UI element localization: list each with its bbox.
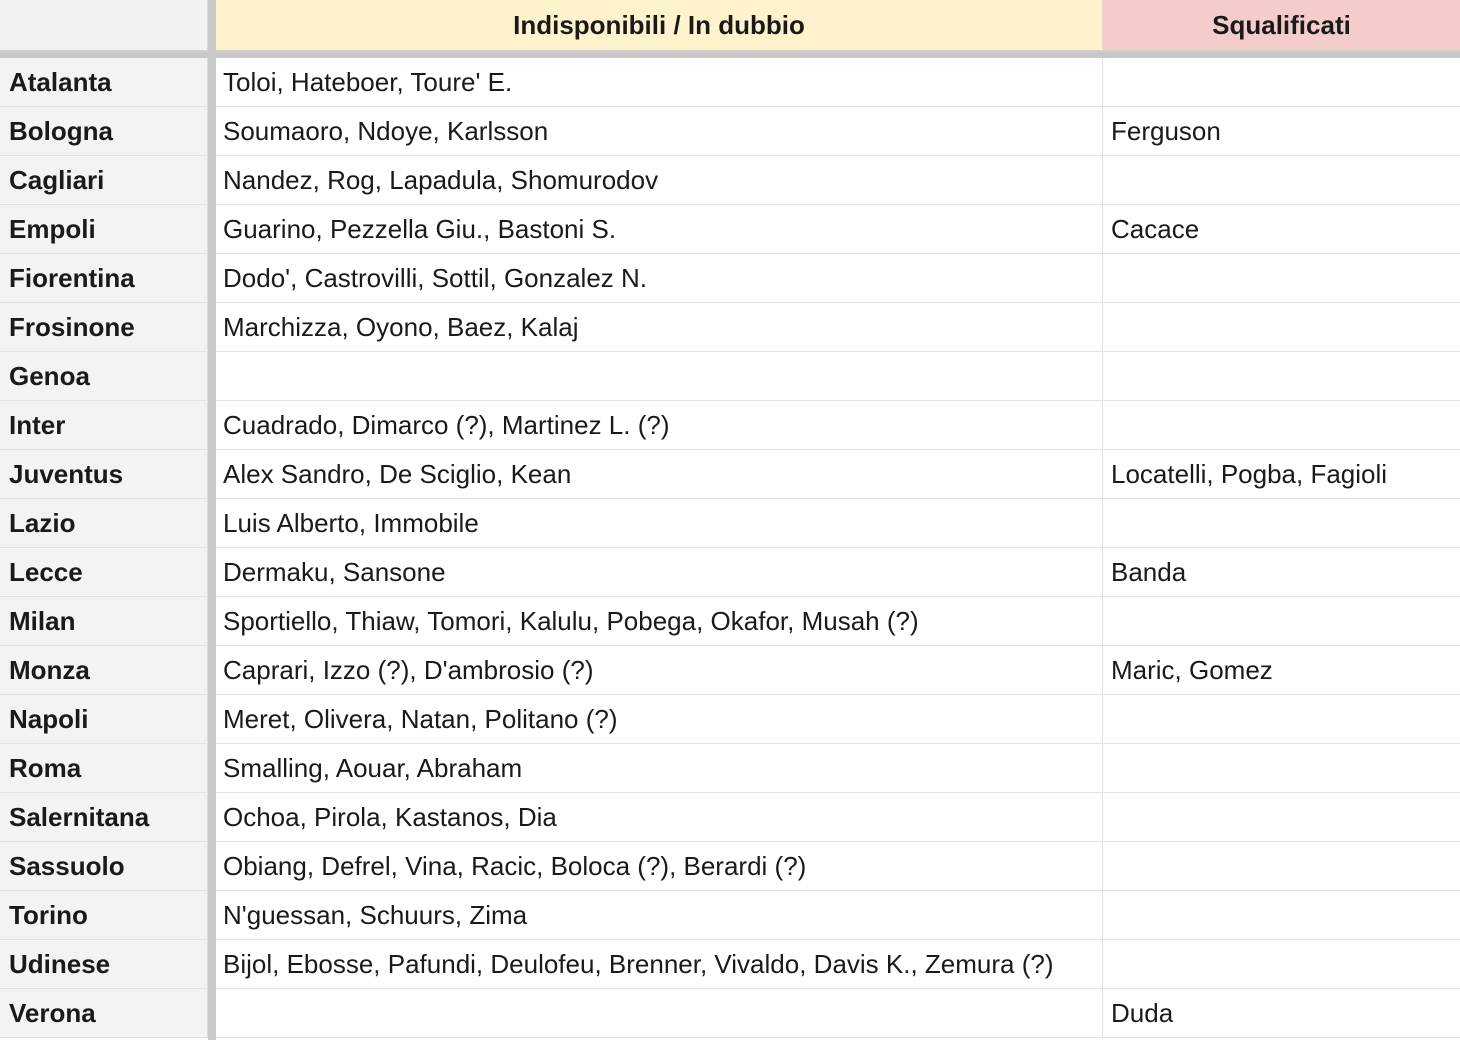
unavailable-cell[interactable]: Ochoa, Pirola, Kastanos, Dia <box>216 793 1103 841</box>
frozen-column-divider[interactable] <box>208 0 216 1040</box>
suspended-cell[interactable] <box>1103 352 1460 400</box>
unavailable-cell[interactable]: Sportiello, Thiaw, Tomori, Kalulu, Pobega, Okafor, Musah (?) <box>216 597 1103 645</box>
unavailable-cell[interactable]: Smalling, Aouar, Abraham <box>216 744 1103 792</box>
header-suspended[interactable]: Squalificati <box>1103 0 1460 52</box>
unavailable-cell[interactable]: Obiang, Defrel, Vina, Racic, Boloca (?), Berardi (?) <box>216 842 1103 890</box>
table-row <box>0 891 1460 940</box>
unavailable-cell[interactable]: Luis Alberto, Immobile <box>216 499 1103 547</box>
unavailable-cell[interactable]: Soumaoro, Ndoye, Karlsson <box>216 107 1103 155</box>
team-cell[interactable]: Salernitana <box>0 793 208 841</box>
suspended-cell[interactable]: Locatelli, Pogba, Fagioli <box>1111 458 1388 489</box>
team-cell[interactable]: Frosinone <box>0 303 208 351</box>
table-row <box>0 989 1460 1038</box>
team-cell[interactable]: Napoli <box>0 695 208 743</box>
suspended-cell[interactable] <box>1103 499 1460 547</box>
team-cell[interactable]: Udinese <box>0 940 208 988</box>
table-row <box>0 107 1460 156</box>
suspended-cell[interactable] <box>1103 891 1460 939</box>
suspended-cell[interactable]: Banda <box>1111 556 1187 587</box>
suspended-cell[interactable]: Duda <box>1111 997 1174 1028</box>
unavailable-cell[interactable]: Toloi, Hateboer, Toure' E. <box>216 58 1103 106</box>
suspended-cell[interactable] <box>1103 58 1460 106</box>
table-body <box>0 58 1460 1038</box>
team-cell[interactable]: Roma <box>0 744 208 792</box>
suspended-cell[interactable]: Cacace <box>1111 213 1200 244</box>
team-cell[interactable]: Atalanta <box>0 58 208 106</box>
unavailable-cell[interactable] <box>216 352 1103 400</box>
team-cell[interactable]: Empoli <box>0 205 208 253</box>
team-cell[interactable]: Torino <box>0 891 208 939</box>
team-cell[interactable]: Fiorentina <box>0 254 208 302</box>
unavailable-cell[interactable]: Dermaku, Sansone <box>216 548 1103 596</box>
table-row <box>0 352 1460 401</box>
suspended-cell[interactable]: Maric, Gomez <box>1111 654 1273 685</box>
unavailable-cell[interactable]: Nandez, Rog, Lapadula, Shomurodov <box>216 156 1103 204</box>
table-row <box>0 254 1460 303</box>
suspended-cell[interactable] <box>1103 254 1460 302</box>
team-cell[interactable]: Lecce <box>0 548 208 596</box>
team-cell[interactable]: Lazio <box>0 499 208 547</box>
suspended-cell[interactable] <box>1103 401 1460 449</box>
team-cell[interactable]: Verona <box>0 989 208 1037</box>
team-cell[interactable]: Bologna <box>0 107 208 155</box>
table-row <box>0 597 1460 646</box>
unavailable-cell[interactable] <box>216 989 1103 1037</box>
table-row <box>0 646 1460 695</box>
header-corner-cell[interactable] <box>0 0 208 52</box>
table-row <box>0 303 1460 352</box>
header-unavailable[interactable]: Indisponibili / In dubbio <box>216 0 1103 52</box>
unavailable-cell[interactable]: Alex Sandro, De Sciglio, Kean <box>216 450 1103 498</box>
unavailable-cell[interactable]: Marchizza, Oyono, Baez, Kalaj <box>216 303 1103 351</box>
table-row <box>0 548 1460 597</box>
table-row <box>0 156 1460 205</box>
unavailable-cell[interactable]: Cuadrado, Dimarco (?), Martinez L. (?) <box>216 401 1103 449</box>
suspended-cell[interactable] <box>1103 744 1460 792</box>
table-row <box>0 695 1460 744</box>
suspended-cell[interactable] <box>1103 695 1460 743</box>
table-row <box>0 205 1460 254</box>
suspended-cell[interactable] <box>1103 842 1460 890</box>
team-cell[interactable]: Genoa <box>0 352 208 400</box>
table-row <box>0 401 1460 450</box>
suspended-cell[interactable] <box>1103 303 1460 351</box>
team-cell[interactable]: Milan <box>0 597 208 645</box>
unavailable-cell[interactable]: Caprari, Izzo (?), D'ambrosio (?) <box>216 646 1103 694</box>
team-cell[interactable]: Sassuolo <box>0 842 208 890</box>
team-cell[interactable]: Inter <box>0 401 208 449</box>
table-row <box>0 793 1460 842</box>
suspended-cell[interactable] <box>1103 156 1460 204</box>
team-cell[interactable]: Monza <box>0 646 208 694</box>
unavailable-cell[interactable]: Dodo', Castrovilli, Sottil, Gonzalez N. <box>216 254 1103 302</box>
suspended-cell[interactable] <box>1103 597 1460 645</box>
table-row <box>0 842 1460 891</box>
table-row <box>0 940 1460 989</box>
table-row <box>0 450 1460 499</box>
unavailable-cell[interactable]: Meret, Olivera, Natan, Politano (?) <box>216 695 1103 743</box>
team-cell[interactable]: Juventus <box>0 450 208 498</box>
team-cell[interactable]: Cagliari <box>0 156 208 204</box>
table-row <box>0 744 1460 793</box>
suspended-cell[interactable] <box>1103 793 1460 841</box>
suspended-cell[interactable] <box>1103 940 1460 988</box>
table-row <box>0 499 1460 548</box>
unavailable-cell[interactable]: N'guessan, Schuurs, Zima <box>216 891 1103 939</box>
suspended-cell[interactable]: Ferguson <box>1111 115 1221 146</box>
table-row <box>0 58 1460 107</box>
unavailable-cell[interactable]: Bijol, Ebosse, Pafundi, Deulofeu, Brenner, Vivaldo, Davis K., Zemura (?) <box>216 940 1103 988</box>
unavailable-cell[interactable]: Guarino, Pezzella Giu., Bastoni S. <box>216 205 1103 253</box>
